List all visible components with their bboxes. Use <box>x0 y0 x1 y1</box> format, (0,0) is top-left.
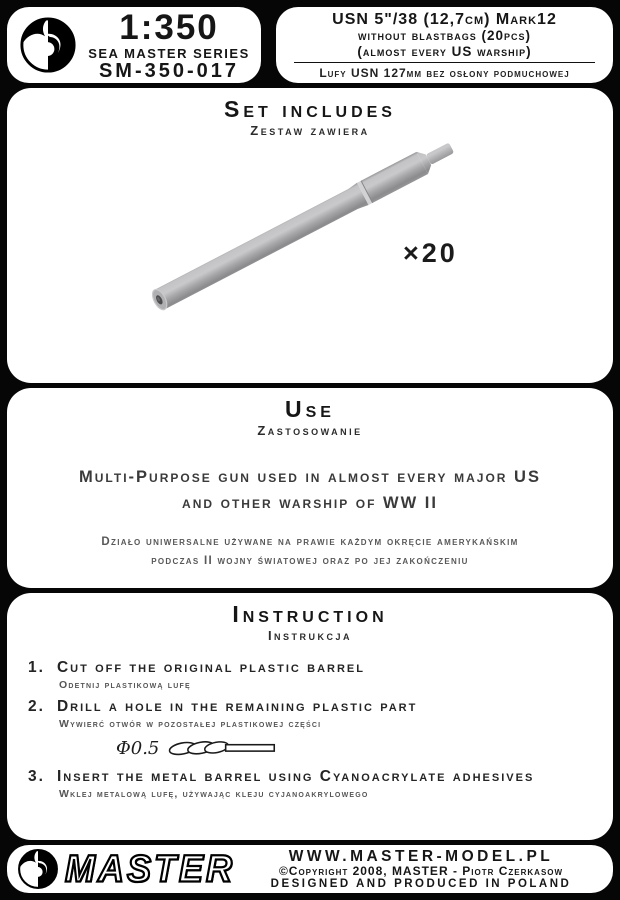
footer <box>7 845 613 893</box>
instruction-step-1 <box>28 659 613 691</box>
step-1-number: 1. <box>28 659 45 677</box>
footer-origin: DESIGNED AND PRODUCED IN POLAND <box>270 878 572 891</box>
barrel-illustration <box>7 88 613 383</box>
use-description-en-line2: and other warship of WW II <box>182 493 438 512</box>
master-logo-icon <box>19 16 77 74</box>
brand-scale-text <box>85 7 253 82</box>
title-divider <box>294 62 595 63</box>
use-description-en <box>7 465 613 516</box>
master-wordmark: MASTER <box>65 846 235 890</box>
instruction-steps <box>7 659 613 800</box>
master-logo-icon <box>17 848 59 890</box>
use-title-pl: Zastosowanie <box>257 423 363 439</box>
step-3-number: 3. <box>28 768 45 786</box>
drill-diameter-label: Φ0.5 <box>116 737 160 759</box>
instruction-step-3 <box>28 768 613 800</box>
step-2-number: 2. <box>28 698 45 716</box>
step-1-text-pl: Odetnij plastikową lufę <box>59 679 191 692</box>
drill-diagram <box>116 737 613 759</box>
use-title-en: Use <box>285 396 335 422</box>
use-description-pl-line1: Działo uniwersalne używane na prawie każdym okręcie amerykańskim <box>101 536 519 549</box>
step-3-text-en: 3. Insert the metal barrel using Cyanoacrylate adhesives <box>28 768 535 786</box>
instruction-title-pl: Instrukcja <box>267 628 353 644</box>
step-3-text-pl: Wklej metalową lufę, używając kleju cyjanoakrylowego <box>59 788 369 801</box>
footer-copyright: ©Copyright 2008, MASTER - Piotr Czerkasow <box>278 864 564 879</box>
product-title-panel <box>276 7 613 83</box>
step-2-text-en: 2. Drill a hole in the remaining plastic part <box>28 698 418 716</box>
footer-text <box>241 847 601 892</box>
use-description-en-line1: Multi-Purpose gun used in almost every major US <box>79 468 541 487</box>
quantity-label: ×20 <box>403 238 458 268</box>
use-description-pl-line2: podczas II wojny światowej oraz po jej zakończeniu <box>151 554 469 567</box>
scale-label: 1:350 <box>119 7 219 47</box>
product-title-line1: USN 5"/38 (12,7cm) Mark12 <box>332 10 557 28</box>
use-description-pl <box>7 533 613 570</box>
use-section <box>7 388 613 588</box>
brand-scale-panel <box>7 7 261 83</box>
product-subtitle-pl: Lufy USN 127mm bez osłony podmuchowej <box>319 66 570 81</box>
instruction-section <box>7 593 613 840</box>
step-2-text-pl: Wywierć otwór w pozostałej plastikowej części <box>59 718 322 731</box>
instruction-title-en: Instruction <box>232 601 388 627</box>
product-code: SM-350-017 <box>98 59 240 82</box>
step-1-text-en: 1. Cut off the original plastic barrel <box>28 659 365 677</box>
footer-website: WWW.MASTER-MODEL.PL <box>288 847 554 865</box>
use-title <box>7 388 613 438</box>
drill-bit-icon <box>166 737 278 759</box>
set-includes-title-pl: Zestaw zawiera <box>250 123 370 139</box>
product-title-line2: without blastbags (20pcs) <box>357 28 531 44</box>
series-label: SEA MASTER SERIES <box>88 45 250 61</box>
instruction-title <box>7 593 613 643</box>
product-title-line3: (almost every US warship) <box>357 43 532 59</box>
set-includes-title-en: Set includes <box>224 96 396 122</box>
set-includes-section <box>7 88 613 383</box>
header <box>7 7 613 83</box>
instruction-step-2 <box>28 698 613 730</box>
